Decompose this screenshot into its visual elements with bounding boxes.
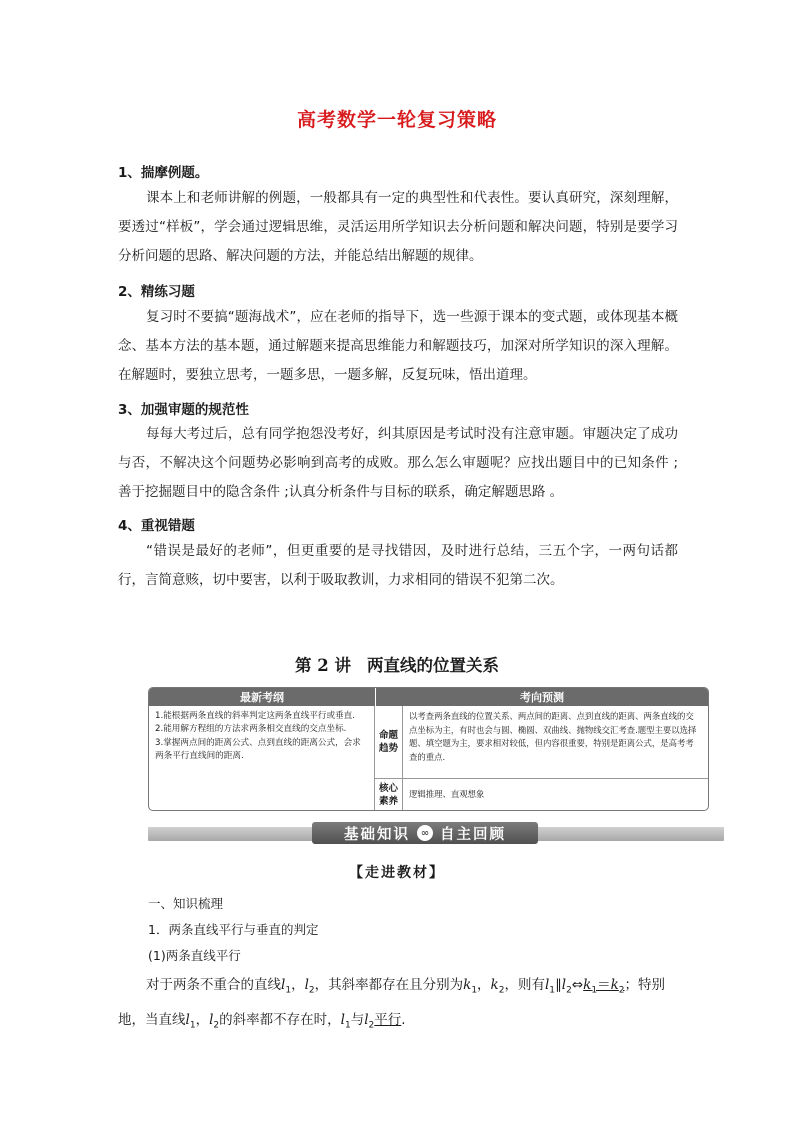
section-banner (148, 822, 724, 844)
banner-left-text: 基础知识 (344, 826, 410, 843)
syllabus-list (149, 706, 375, 810)
section-text-2: 复习时不要搞“题海战术”，应在老师的指导下，选一些源于课本的变式题，或体现基本概念、基本方法的基本题，通过解题来提高思维能力和解题技巧，加深对所学知识的深入理解。在解题时，要独立思考，一题多思，一题多解，反复玩味，悟出道理。 (118, 309, 678, 383)
literacy-row (375, 779, 708, 810)
literacy-label: 核心素养 (375, 779, 403, 810)
syllabus-item: 3.掌握两点间的距离公式、点到直线的距离公式，会求两条平行直线间的距离. (155, 737, 361, 761)
syllabus-item: 2.能用解方程组的方法求两条相交直线的交点坐标. (155, 724, 347, 735)
section-text-1: 课本上和老师讲解的例题，一般都具有一定的典型性和代表性。要认真研究，深刻理解，要透过“样板”，学会通过逻辑思维，灵活运用所学知识去分析问题和解决问题，特别是要学习分析问题的思路、解决问题的方法，并能总结出解题的规律。 (118, 190, 678, 264)
link-icon: ∞ (417, 825, 433, 841)
page-title: 高考数学一轮复习策略 (296, 109, 497, 131)
knowledge-point-1-1: (1)两条直线平行 (148, 948, 241, 963)
knowledge-heading: 一、知识梳理 (148, 896, 224, 911)
header-syllabus: 最新考纲 (149, 688, 376, 706)
section-heading-4: 4、重视错题 (118, 518, 195, 534)
parallel-rule-paragraph: 对于两条不重合的直线$l_1$，$l_2$，其斜率都存在且分别为$k_1$，$k_2$，则有$l_1\parallel l_2\Leftrightarrow k_1=k_2$；特别地，当直线$l_1$，$l_2$的斜率都不存在时，$l_1$与$l_2$平行. (118, 977, 665, 1031)
section-heading-3: 3、加强审题的规范性 (118, 402, 249, 418)
lecture-number: 第 2 讲 (295, 656, 351, 675)
lecture-title (0, 652, 794, 676)
trend-column (375, 706, 708, 810)
banner-plate (312, 822, 538, 844)
trend-row (375, 706, 708, 779)
answer-blank-2: 平行 (374, 1011, 402, 1028)
table-body (149, 706, 708, 810)
section-text-3: 每每大考过后，总有同学抱怨没考好，纠其原因是考试时没有注意审题。审题决定了成功与否，不解决这个问题势必影响到高考的成败。那么怎么审题呢？应找出题目中的已知条件 ;善于挖掘题目中的隐含条件 ;认真分析条件与目标的联系，确定解题思路 。 (118, 426, 678, 500)
knowledge-point-1: 1．两条直线平行与垂直的判定 (148, 922, 319, 937)
exam-outline-table (148, 687, 709, 811)
banner-right-text: 自主回顾 (440, 826, 506, 843)
section-heading-1: 1、揣摩例题。 (118, 165, 209, 181)
header-trend: 考向预测 (520, 691, 564, 704)
table-header (149, 688, 708, 706)
trend-text: 以考查两条直线的位置关系、两点间的距离、点到直线的距离、两条直线的交点坐标为主，有时也会与圆、椭圆、双曲线、抛物线交汇考查.题型主要以选择题、填空题为主，要求相对较低，但内容很重要，特别是距离公式，是高考考查的重点. (409, 711, 697, 762)
syllabus-item: 1.能根据两条直线的斜率判定这两条直线平行或垂直. (155, 711, 355, 721)
answer-blank-1: $k_1=k_2$ (583, 977, 625, 996)
literacy-text: 逻辑推理、直观想象 (409, 788, 485, 799)
trend-label: 命题趋势 (375, 706, 403, 778)
section-heading-2: 2、精练习题 (118, 284, 195, 300)
lecture-topic: 两直线的位置关系 (366, 656, 499, 675)
subsection-heading: 【走进教材】 (349, 865, 445, 881)
section-text-4: “错误是最好的老师”，但更重要的是寻找错因，及时进行总结，三五个字，一两句话都行，言简意赅，切中要害，以利于吸取教训，力求相同的错误不犯第二次。 (118, 543, 678, 588)
